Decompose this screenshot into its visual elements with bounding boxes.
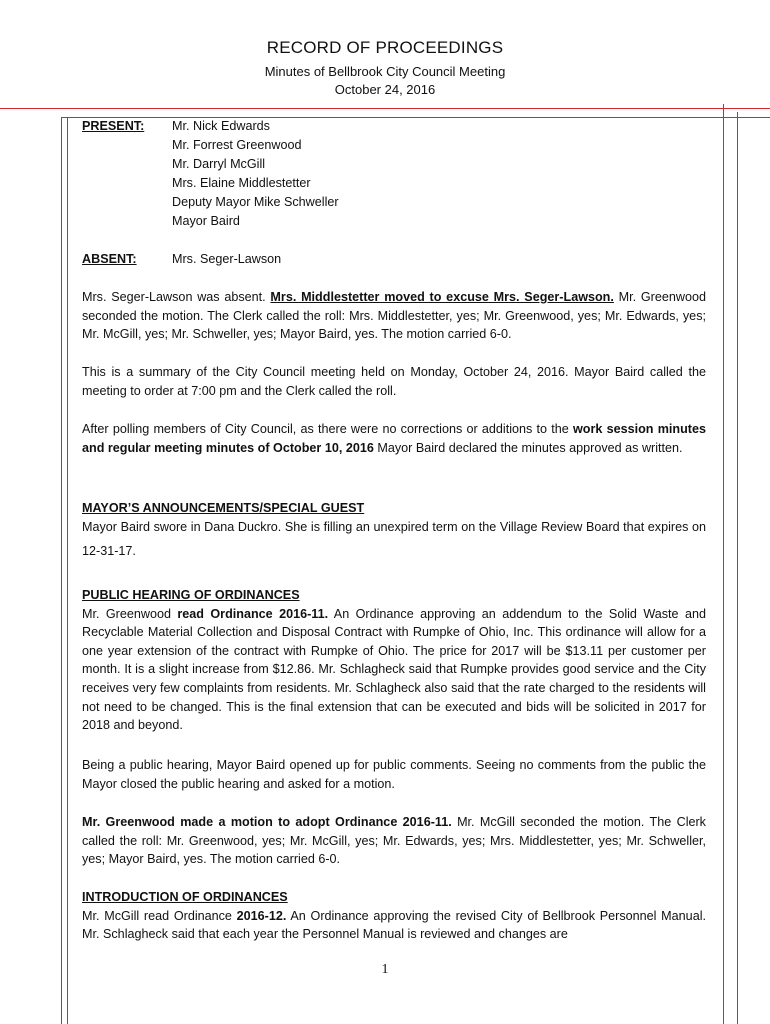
paragraph-minutes-approval — [82, 420, 706, 457]
page-number: 1 — [381, 962, 389, 977]
absent-label: ABSENT: — [82, 252, 137, 266]
present-label: PRESENT: — [82, 119, 145, 133]
margin-line-left-inner — [67, 118, 68, 1024]
section-heading: PUBLIC HEARING OF ORDINANCES — [82, 588, 300, 602]
text-run: Mayor Baird declared the minutes approved as written. — [373, 440, 683, 455]
section-mayor-announcements — [82, 499, 706, 563]
section-text — [82, 907, 706, 944]
present-member: Mr. Forrest Greenwood — [172, 138, 302, 152]
paragraph-summary: This is a summary of the City Council meeting held on Monday, October 24, 2016. Mayor Baird called the meeting to order at 7:00 pm and the Clerk called the roll. — [82, 365, 706, 398]
bold-text: work session minutes and regular meeting minutes of October 10, 2016 — [82, 422, 707, 455]
section-text: Mayor Baird swore in Dana Duckro. She is filling an unexpired term on the Village Review Board that expires on 12-31-17. — [82, 519, 706, 558]
present-member: Mr. Nick Edwards — [172, 119, 270, 133]
page-subtitle: Minutes of Bellbrook City Council Meeting — [264, 64, 506, 79]
bold-text: read Ordinance 2016-11. — [177, 606, 329, 621]
text-run: Mrs. Seger-Lawson was absent. — [82, 290, 271, 304]
absent-member: Mrs. Seger-Lawson — [172, 252, 282, 266]
paragraph-adoption-motion — [82, 813, 706, 869]
text-run: Mr. McGill seconded the motion. The Clerk called the roll: Mr. Greenwood, yes; Mr. McGill, yes; Mr. Edwards, yes; Mrs. Middlestetter, yes; Mr. Schweller, yes; Mayor Baird, yes. The motion carried 6-0. — [82, 815, 706, 867]
motion-text: Mrs. Middlestetter moved to excuse Mrs. Seger-Lawson. — [270, 290, 614, 304]
page-title: RECORD OF PROCEEDINGS — [266, 38, 504, 57]
section-public-hearing — [82, 586, 706, 735]
text-run: After polling members of City Council, as there were no corrections or additions to the — [82, 422, 573, 436]
present-member: Mr. Darryl McGill — [172, 157, 266, 171]
present-list — [172, 117, 339, 231]
margin-line-right — [737, 112, 738, 1024]
text-run: Mr. McGill read Ordinance — [82, 908, 237, 923]
margin-line-top — [0, 108, 770, 109]
section-text — [82, 605, 706, 735]
present-member: Mrs. Elaine Middlestetter — [172, 176, 311, 190]
present-member: Mayor Baird — [172, 214, 240, 228]
present-member: Deputy Mayor Mike Schweller — [172, 195, 339, 209]
margin-line-left — [61, 118, 62, 1024]
absent-list — [172, 250, 281, 269]
paragraph-public-comments: Being a public hearing, Mayor Baird opened up for public comments. Seeing no comments from the public the Mayor closed the public hearing and asked for a motion. — [82, 758, 706, 791]
margin-line-right-inner — [723, 104, 724, 1024]
bold-text: Mr. Greenwood made a motion to adopt Ordinance 2016-11. — [82, 815, 452, 829]
section-heading: INTRODUCTION OF ORDINANCES — [82, 890, 288, 904]
text-run: Mr. Greenwood seconded the motion. The Clerk called the roll: Mrs. Middlestetter, yes; Mr. Greenwood, yes; Mr. Edwards, yes; Mr. McGill, yes; Mr. Schweller, yes; Mayor Baird, yes. The motion carried 6-0. — [82, 290, 706, 342]
paragraph-excuse-motion — [82, 288, 706, 344]
margin-line-top-inner — [61, 117, 770, 118]
text-run: An Ordinance approving the revised City of Bellbrook Personnel Manual. Mr. Schlagheck said that each year the Personnel Manual is reviewed and changes are — [82, 908, 706, 942]
bold-text: 2016-12. — [236, 908, 287, 923]
text-run: Mr. Greenwood — [82, 606, 178, 621]
section-introduction-ordinances — [82, 888, 706, 944]
text-run: An Ordinance approving an addendum to the Solid Waste and Recyclable Material Collection and Disposal Contract with Rumpke of Ohio, Inc. This ordinance will allow for a one year extension of the contract with Rumpke of Ohio. The price for 2017 will be $13.11 per customer per month. It is a slight increase from $12.86. Mr. Schlagheck said that Rumpke provides good service and the City receives very few complaints from residents. Mr. Schlagheck also said that the rate charged to the residents will not need to be changed. This is the final extension that can be executed and bids will be solicited in 2017 for 2018 and beyond. — [82, 606, 706, 733]
meeting-date: October 24, 2016 — [334, 82, 436, 97]
section-heading: MAYOR’S ANNOUNCEMENTS/SPECIAL GUEST — [82, 501, 365, 515]
